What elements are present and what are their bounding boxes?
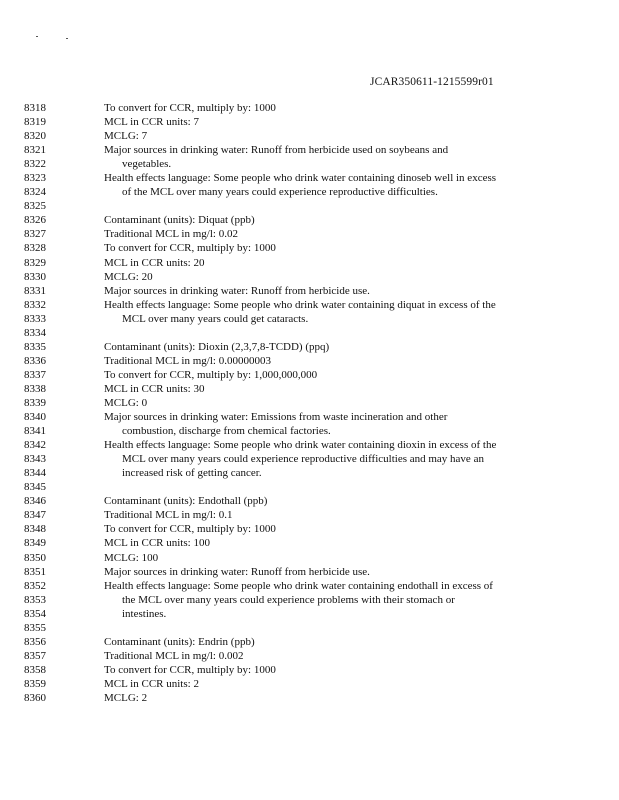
line-number: 8318	[24, 102, 46, 114]
document-line	[0, 635, 619, 649]
document-line	[0, 101, 619, 115]
document-line	[0, 522, 619, 536]
document-line	[0, 185, 619, 199]
line-text: intestines.	[122, 607, 167, 620]
line-number: 8341	[24, 425, 46, 438]
line-number: 8335	[24, 340, 46, 353]
line-number: 8351	[24, 565, 46, 578]
line-number: 8325	[24, 200, 46, 213]
line-text: Health effects language: Some people who drink water containing dioxin in excess of the	[104, 439, 497, 452]
line-text: MCL in CCR units: 2	[104, 677, 199, 690]
line-text: Major sources in drinking water: Runoff from herbicide used on soybeans and	[104, 144, 449, 157]
line-number: 8358	[24, 663, 46, 676]
scan-speck	[66, 38, 68, 39]
document-line	[0, 227, 619, 241]
line-text: MCL in CCR units: 7	[104, 116, 199, 129]
document-line	[0, 213, 619, 227]
document-line	[0, 691, 619, 705]
line-text: Health effects language: Some people who drink water containing diquat in excess of the	[104, 298, 496, 311]
line-number: 8352	[24, 579, 46, 592]
line-number: 8333	[24, 312, 46, 325]
document-line	[0, 354, 619, 368]
line-number: 8324	[24, 186, 46, 199]
document-line	[0, 312, 619, 326]
document-line	[0, 171, 619, 185]
line-number: 8342	[24, 439, 46, 452]
line-number: 8353	[24, 593, 46, 606]
line-text: MCLG: 2	[104, 691, 148, 704]
scan-speck	[36, 36, 38, 37]
line-number: 8326	[24, 214, 46, 227]
line-text: Health effects language: Some people who drink water containing endothall in excess of	[104, 579, 493, 592]
line-number: 8359	[24, 677, 46, 690]
line-text: increased risk of getting cancer.	[122, 467, 262, 480]
line-text: Traditional MCL in mg/l: 0.00000003	[104, 354, 271, 367]
document-line	[0, 270, 619, 284]
line-number: 8322	[24, 158, 46, 171]
line-number: 8345	[24, 481, 46, 494]
line-number: 8323	[24, 172, 46, 185]
line-text: MCL over many years could get cataracts.	[122, 312, 309, 325]
line-number: 8354	[24, 607, 46, 620]
line-number: 8339	[24, 396, 46, 409]
line-number: 8320	[24, 130, 46, 143]
line-text: MCLG: 0	[104, 396, 148, 409]
line-number: 8343	[24, 453, 46, 466]
line-number: 8336	[24, 354, 46, 367]
line-number: 8319	[24, 116, 46, 129]
line-text: Major sources in drinking water: Runoff from herbicide use.	[104, 284, 370, 297]
line-number: 8334	[24, 326, 46, 339]
document-line	[0, 256, 619, 270]
document-line	[0, 565, 619, 579]
line-text: Contaminant (units): Diquat (ppb)	[104, 214, 255, 227]
line-text: Traditional MCL in mg/l: 0.02	[104, 228, 238, 241]
line-number: 8337	[24, 368, 46, 381]
document-line	[0, 326, 619, 340]
line-text: Contaminant (units): Dioxin (2,3,7,8-TCDD) (ppq)	[104, 340, 330, 353]
document-line	[0, 480, 619, 494]
line-text: To convert for CCR, multiply by: 1000	[104, 663, 276, 676]
document-line	[0, 284, 619, 298]
line-text: Health effects language: Some people who drink water containing dinoseb well in excess	[104, 172, 497, 185]
line-number: 8348	[24, 523, 46, 536]
line-text: Traditional MCL in mg/l: 0.1	[104, 509, 233, 522]
document-line	[0, 536, 619, 550]
line-text: To convert for CCR, multiply by: 1000	[104, 102, 276, 114]
document-line	[0, 143, 619, 157]
numbered-text-body	[0, 101, 619, 705]
line-number: 8340	[24, 411, 46, 424]
document-line	[0, 452, 619, 466]
line-number: 8332	[24, 298, 46, 311]
document-line	[0, 607, 619, 621]
line-number: 8330	[24, 270, 46, 283]
line-text: Major sources in drinking water: Runoff from herbicide use.	[104, 565, 370, 578]
line-text: To convert for CCR, multiply by: 1,000,000,000	[104, 368, 318, 381]
line-text: vegetables.	[122, 158, 172, 171]
line-number: 8357	[24, 649, 46, 662]
line-text: Contaminant (units): Endrin (ppb)	[104, 635, 255, 648]
line-number: 8350	[24, 551, 46, 564]
line-text: Contaminant (units): Endothall (ppb)	[104, 495, 268, 508]
document-line	[0, 579, 619, 593]
document-line	[0, 129, 619, 143]
line-text: To convert for CCR, multiply by: 1000	[104, 242, 276, 255]
line-number: 8349	[24, 537, 46, 550]
document-line	[0, 199, 619, 213]
document-line	[0, 410, 619, 424]
line-number: 8321	[24, 144, 46, 157]
document-line	[0, 508, 619, 522]
document-line	[0, 677, 619, 691]
line-text: MCL in CCR units: 20	[104, 256, 205, 269]
document-line	[0, 438, 619, 452]
line-number: 8344	[24, 467, 46, 480]
document-line	[0, 494, 619, 508]
document-id: JCAR350611-1215599r01	[370, 76, 494, 88]
line-number: 8356	[24, 635, 46, 648]
document-line	[0, 298, 619, 312]
document-line	[0, 382, 619, 396]
document-line	[0, 663, 619, 677]
document-line	[0, 368, 619, 382]
document-line	[0, 396, 619, 410]
document-line	[0, 621, 619, 635]
line-text: Major sources in drinking water: Emissions from waste incineration and other	[104, 411, 448, 424]
line-text: MCL over many years could experience reproductive difficulties and may have an	[122, 453, 484, 466]
document-line	[0, 115, 619, 129]
document-line	[0, 649, 619, 663]
line-number: 8331	[24, 284, 46, 297]
document-line	[0, 551, 619, 565]
line-text: MCLG: 7	[104, 130, 148, 143]
line-text: the MCL over many years could experience problems with their stomach or	[122, 593, 455, 606]
line-number: 8329	[24, 256, 46, 269]
document-line	[0, 241, 619, 255]
document-line	[0, 157, 619, 171]
line-text: of the MCL over many years could experience reproductive difficulties.	[122, 186, 438, 199]
line-text: To convert for CCR, multiply by: 1000	[104, 523, 276, 536]
document-line	[0, 593, 619, 607]
line-number: 8346	[24, 495, 46, 508]
line-text: Traditional MCL in mg/l: 0.002	[104, 649, 244, 662]
line-text: MCLG: 20	[104, 270, 153, 283]
line-number: 8355	[24, 621, 46, 634]
document-line	[0, 424, 619, 438]
document-line	[0, 466, 619, 480]
line-number: 8338	[24, 382, 46, 395]
line-text: MCL in CCR units: 30	[104, 382, 205, 395]
line-number: 8327	[24, 228, 46, 241]
document-line	[0, 340, 619, 354]
line-number: 8347	[24, 509, 46, 522]
line-number: 8360	[24, 691, 46, 704]
line-text: combustion, discharge from chemical factories.	[122, 425, 331, 438]
line-text: MCLG: 100	[104, 551, 159, 564]
line-number: 8328	[24, 242, 46, 255]
line-text: MCL in CCR units: 100	[104, 537, 210, 550]
